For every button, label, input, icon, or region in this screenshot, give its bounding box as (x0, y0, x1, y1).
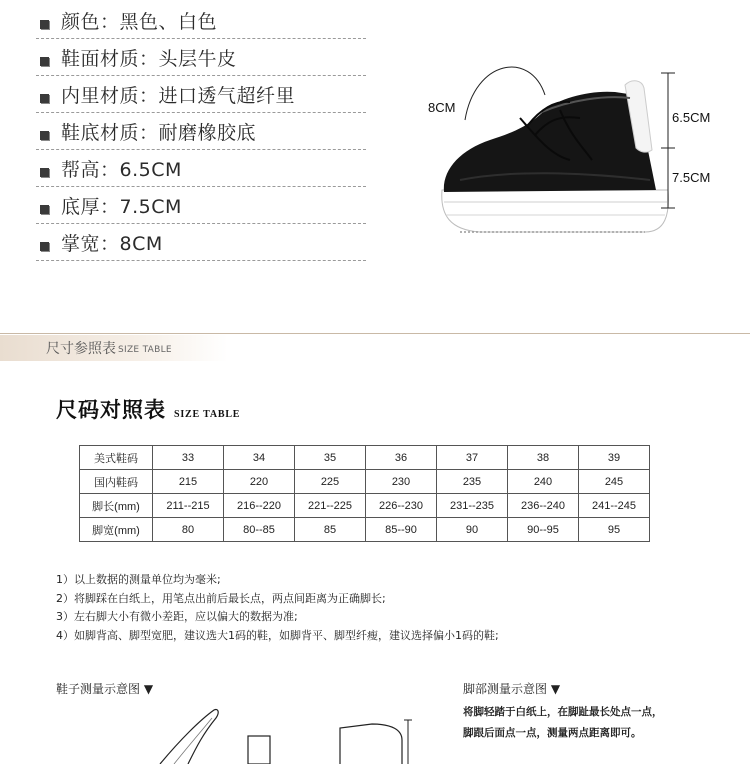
spec-text: 颜色：黑色、白色 (61, 10, 218, 33)
width-arc (465, 67, 545, 120)
table-cell: 90 (437, 518, 508, 542)
section-tab (0, 335, 228, 361)
table-cell: 220 (224, 470, 295, 494)
spec-item (36, 187, 366, 224)
bullet-icon (40, 242, 49, 251)
section-title: 尺寸参照表 (46, 341, 116, 357)
sole-icon (442, 190, 669, 232)
table-title (56, 394, 240, 424)
table-cell: 38 (508, 446, 579, 470)
table-cell: 216--220 (224, 494, 295, 518)
table-cell: 36 (366, 446, 437, 470)
table-cell: 231--235 (437, 494, 508, 518)
spec-item (36, 2, 366, 39)
spec-item (36, 224, 366, 261)
table-cell: 225 (295, 470, 366, 494)
table-cell: 226--230 (366, 494, 437, 518)
bullet-icon (40, 168, 49, 177)
shoe-measure-caption: 鞋子测量示意图 ▼ (56, 682, 154, 696)
spec-text: 鞋底材质：耐磨橡胶底 (61, 121, 257, 144)
spec-text: 底厚：7.5CM (61, 195, 182, 218)
width-dimension-label: 8CM (428, 100, 456, 115)
foot-note-line: 将脚轻踏于白纸上，在脚趾最长处点一点， (463, 706, 663, 718)
table-cell: 35 (295, 446, 366, 470)
table-cell: 80--85 (224, 518, 295, 542)
table-row (80, 518, 650, 542)
table-cell: 39 (579, 446, 650, 470)
table-cell: 230 (366, 470, 437, 494)
table-cell: 235 (437, 470, 508, 494)
table-cell: 211--215 (153, 494, 224, 518)
foot-measure-note (463, 702, 663, 744)
table-cell: 241--245 (579, 494, 650, 518)
table-cell: 33 (153, 446, 224, 470)
row-header: 脚长(mm) (80, 494, 153, 518)
sole-height-label: 7.5CM (672, 170, 711, 185)
foot-measure-caption: 脚部测量示意图 ▼ (463, 682, 561, 696)
row-header: 脚宽(mm) (80, 518, 153, 542)
table-cell: 236--240 (508, 494, 579, 518)
note-item: 2）将脚踩在白纸上，用笔点出前后最长点，两点间距离为正确脚长; (56, 591, 386, 605)
table-cell: 37 (437, 446, 508, 470)
shoe-side-icon (340, 724, 402, 764)
shoe-measure-diagram (140, 700, 430, 764)
table-cell: 34 (224, 446, 295, 470)
spec-text: 帮高：6.5CM (61, 158, 182, 181)
notes-list (56, 571, 499, 645)
bullet-icon (40, 94, 49, 103)
divider (0, 333, 750, 334)
size-table (79, 445, 650, 542)
spec-item (36, 113, 366, 150)
table-row (80, 470, 650, 494)
bullet-icon (40, 20, 49, 29)
table-cell: 90--95 (508, 518, 579, 542)
table-cell: 221--225 (295, 494, 366, 518)
row-header: 美式鞋码 (80, 446, 153, 470)
table-cell: 215 (153, 470, 224, 494)
table-cell: 85 (295, 518, 366, 542)
shoe-illustration (420, 40, 740, 250)
shoe-image (420, 40, 740, 250)
heel-icon (248, 736, 270, 764)
shoe-toe-icon (160, 709, 218, 764)
table-title-zh: 尺码对照表 (56, 397, 166, 422)
row-header: 国内鞋码 (80, 470, 153, 494)
section-subtitle: SIZE TABLE (118, 344, 172, 355)
bullet-icon (40, 131, 49, 140)
note-item: 4）如脚背高、脚型宽肥，建议选大1码的鞋，如脚背平、脚型纤瘦，建议选择偏小1码的鞋; (56, 628, 499, 642)
spec-item (36, 39, 366, 76)
note-item: 1）以上数据的测量单位均为毫米; (56, 573, 221, 586)
table-cell: 245 (579, 470, 650, 494)
spec-text: 掌宽：8CM (61, 232, 163, 255)
foot-note-line: 脚跟后面点一点，测量两点距离即可。 (463, 727, 642, 739)
table-title-en: SIZE TABLE (174, 409, 241, 420)
spec-text: 内里材质：进口透气超纤里 (61, 84, 296, 107)
spec-list (36, 2, 366, 261)
table-row (80, 446, 650, 470)
spec-item (36, 150, 366, 187)
bullet-icon (40, 205, 49, 214)
bullet-icon (40, 57, 49, 66)
table-cell: 95 (579, 518, 650, 542)
spec-item (36, 76, 366, 113)
table-cell: 85--90 (366, 518, 437, 542)
table-row (80, 494, 650, 518)
section-header (0, 333, 750, 363)
table-cell: 80 (153, 518, 224, 542)
upper-height-label: 6.5CM (672, 110, 711, 125)
spec-text: 鞋面材质：头层牛皮 (61, 47, 237, 70)
note-item: 3）左右脚大小有微小差距，应以偏大的数据为准; (56, 610, 298, 623)
table-cell: 240 (508, 470, 579, 494)
